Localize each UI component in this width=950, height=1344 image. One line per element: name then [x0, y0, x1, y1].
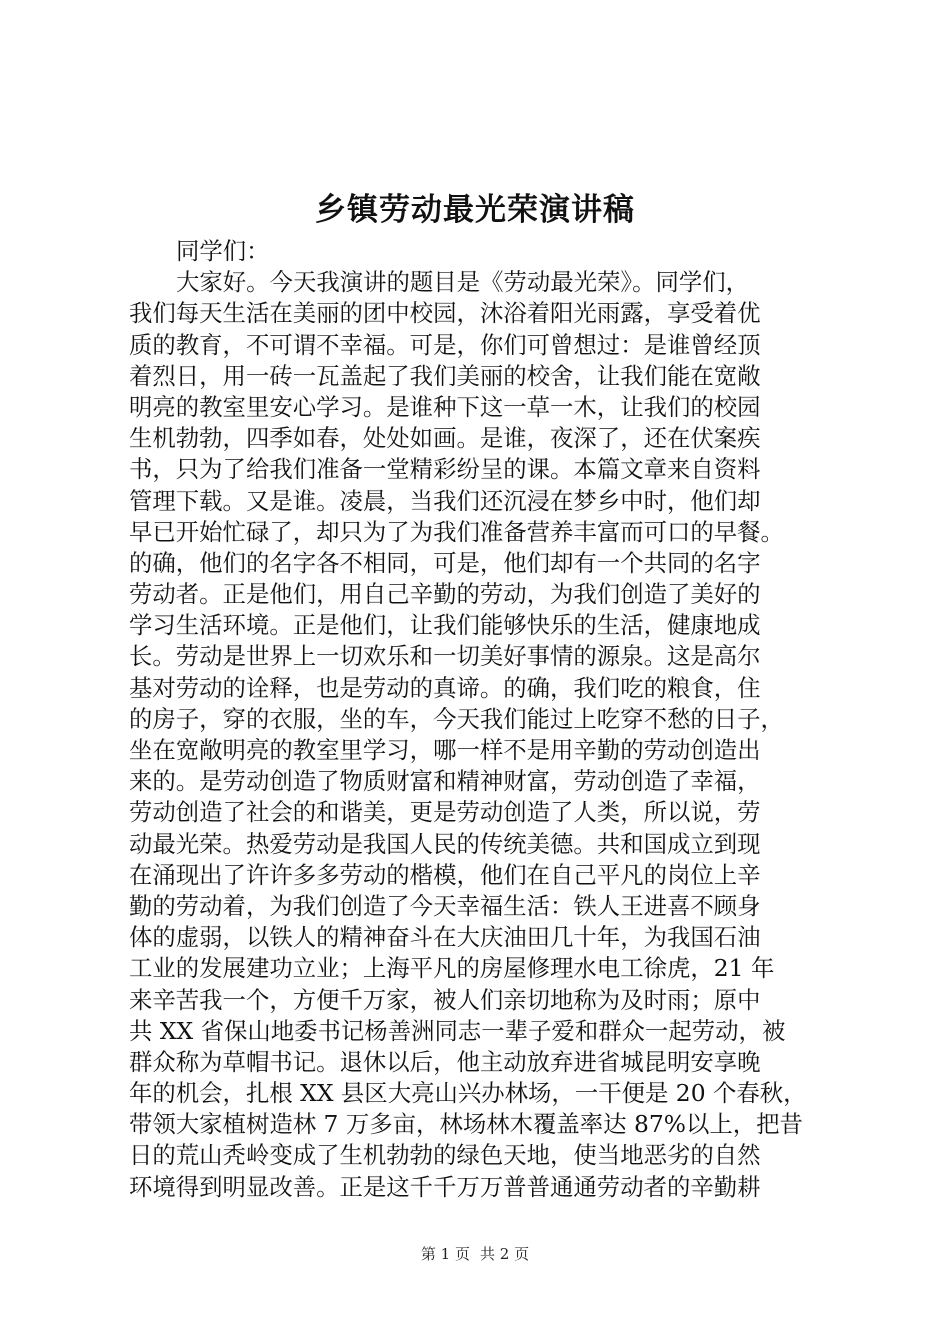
text-line: 劳动创造了社会的和谐美，更是劳动创造了人类，所以说，劳 [129, 798, 761, 827]
text-line: 年的机会，扎根 XX 县区大亮山兴办林场，一干便是 20 个春秋， [129, 1079, 807, 1108]
text-line: 的房子，穿的衣服，坐的车，今天我们能过上吃穿不愁的日子， [129, 704, 784, 733]
document-title: 乡镇劳动最光荣演讲稿 [315, 192, 635, 228]
text-line: 共 XX 省保山地委书记杨善洲同志一辈子爱和群众一起劳动，被 [129, 1016, 786, 1045]
text-line: 来的。是劳动创造了物质财富和精神财富，劳动创造了幸福， [129, 767, 761, 796]
text-line: 早已开始忙碌了，却只为了为我们准备营养丰富而可口的早餐。 [129, 517, 784, 546]
text-line: 动最光荣。热爱劳动是我国人民的传统美德。共和国成立到现 [129, 829, 761, 858]
text-line: 管理下载。又是谁。凌晨，当我们还沉浸在梦乡中时，他们却 [129, 486, 761, 515]
page-footer [0, 1243, 950, 1264]
text-line: 在涌现出了许许多多劳动的楷模，他们在自己平凡的岗位上辛 [129, 860, 761, 889]
text-line: 同学们： [176, 237, 270, 265]
text-line: 长。劳动是世界上一切欢乐和一切美好事情的源泉。这是高尔 [129, 642, 761, 671]
text-line: 日的荒山秃岭变成了生机勃勃的绿色天地，使当地恶劣的自然 [129, 1141, 761, 1170]
text-line: 书，只为了给我们准备一堂精彩纷呈的课。本篇文章来自资料 [129, 455, 761, 484]
text-line: 群众称为草帽书记。退休以后，他主动放弃进省城昆明安享晚 [129, 1047, 761, 1076]
text-line: 劳动者。正是他们，用自己辛勤的劳动，为我们创造了美好的 [129, 580, 761, 609]
text-line: 着烈日，用一砖一瓦盖起了我们美丽的校舍，让我们能在宽敞 [129, 361, 761, 390]
text-line: 坐在宽敞明亮的教室里学习，哪一样不是用辛勤的劳动创造出 [129, 736, 761, 764]
text-line: 大家好。今天我演讲的题目是《劳动最光荣》。同学们， [176, 268, 750, 297]
text-line: 来辛苦我一个，方便千万家，被人们亲切地称为及时雨；原中 [129, 985, 761, 1014]
text-line: 明亮的教室里安心学习。是谁种下这一草一木，让我们的校园 [129, 392, 761, 421]
text-line: 体的虚弱，以铁人的精神奋斗在大庆油田几十年，为我国石油 [129, 923, 761, 952]
text-line: 我们每天生活在美丽的团中校园，沐浴着阳光雨露，享受着优 [129, 299, 761, 328]
text-line: 带领大家植树造林 7 万多亩，林场林木覆盖率达 87%以上，把昔 [129, 1110, 803, 1139]
text-line: 质的教育，不可谓不幸福。可是，你们可曾想过：是谁曾经顶 [129, 330, 761, 359]
text-line: 的确，他们的名字各不相同，可是，他们却有一个共同的名字 [129, 548, 761, 577]
document-body [129, 236, 829, 1203]
text-line: 学习生活环境。正是他们，让我们能够快乐的生活，健康地成 [129, 611, 761, 640]
text-line: 基对劳动的诠释，也是劳动的真谛。的确，我们吃的粮食，住 [129, 673, 761, 702]
text-line: 勤的劳动着，为我们创造了今天幸福生活：铁人王进喜不顾身 [129, 891, 761, 920]
text-line: 生机勃勃，四季如春，处处如画。是谁，夜深了，还在伏案疾 [129, 424, 761, 453]
text-line: 工业的发展建功立业；上海平凡的房屋修理水电工徐虎，21 年 [129, 954, 775, 983]
page-number-total: 共 2 页 [480, 1245, 530, 1263]
page-number-current: 第 1 页 [420, 1245, 470, 1263]
text-line: 环境得到明显改善。正是这千千万万普普通通劳动者的辛勤耕 [129, 1172, 761, 1201]
